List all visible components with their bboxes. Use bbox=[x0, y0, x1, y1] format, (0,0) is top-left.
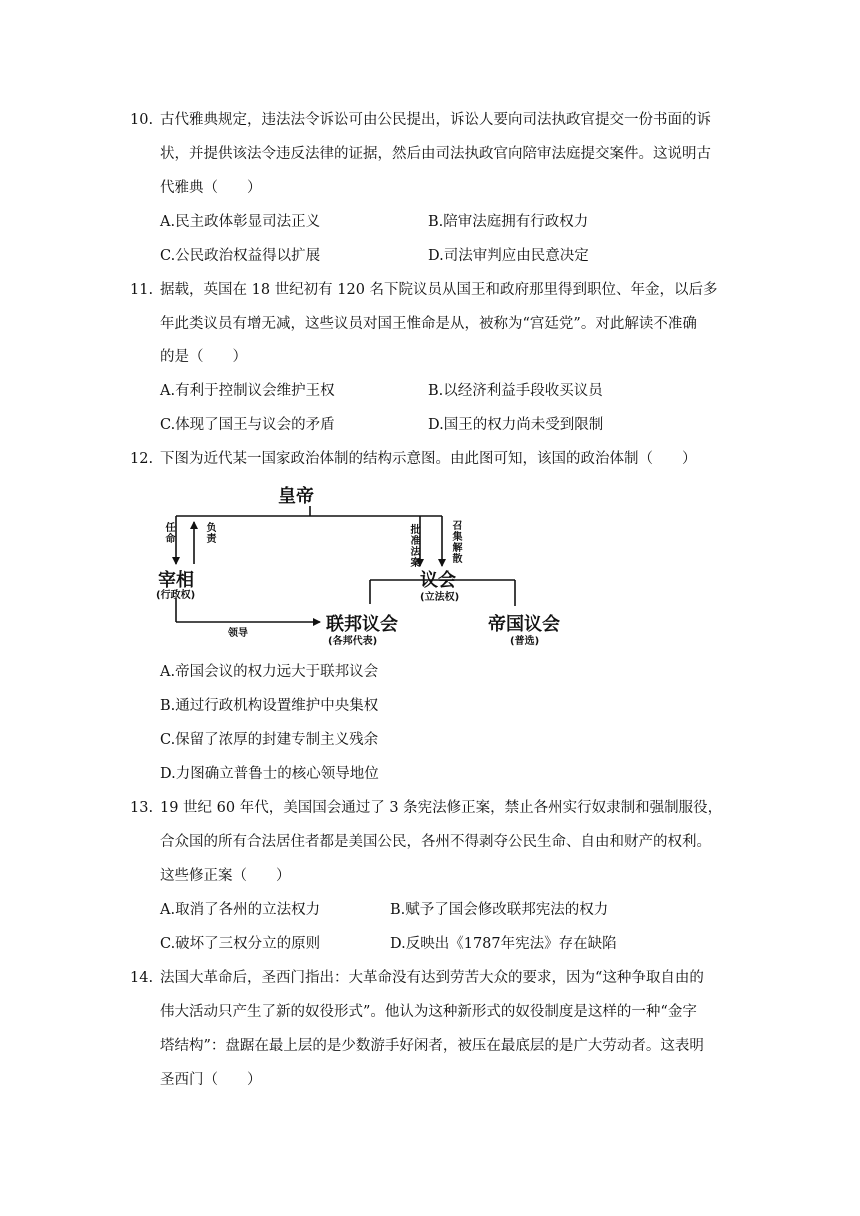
option-c[interactable]: C.破坏了三权分立的原则 bbox=[160, 936, 321, 952]
question-text-line: 据载，英国在 18 世纪初有 120 名下院议员从国王和政府那里得到职位、年金，以后多 bbox=[160, 282, 718, 298]
node-imperial-diet-note: (普选) bbox=[510, 636, 540, 647]
option-b[interactable]: B.赋予了国会修改联邦宪法的权力 bbox=[390, 902, 609, 918]
label-lead: 领导 bbox=[228, 628, 248, 639]
question-number: 13. bbox=[130, 800, 154, 816]
question-text-line: 代雅典（ ） bbox=[160, 180, 262, 196]
node-imperial-diet: 帝国议会 bbox=[488, 614, 560, 635]
option-a[interactable]: A.民主政体彰显司法正义 bbox=[160, 214, 321, 230]
option-b[interactable]: B.陪审法庭拥有行政权力 bbox=[428, 214, 589, 230]
node-chancellor: 宰相 bbox=[158, 570, 194, 591]
node-federal-council: 联邦议会 bbox=[326, 614, 398, 635]
option-d[interactable]: D.力图确立普鲁士的核心领导地位 bbox=[160, 766, 379, 782]
option-a[interactable]: A.帝国会议的权力远大于联邦议会 bbox=[160, 664, 379, 680]
option-b[interactable]: B.以经济利益手段收买议员 bbox=[428, 383, 603, 399]
question-text-line: 合众国的所有合法居住者都是美国公民，各州不得剥夺公民生命、自由和财产的权利。 bbox=[160, 834, 711, 850]
label-appoint: 任命 bbox=[163, 522, 174, 544]
label-convene-dissolve: 召集解散 bbox=[450, 520, 461, 564]
option-c[interactable]: C.保留了浓厚的封建专制主义残余 bbox=[160, 732, 379, 748]
option-d[interactable]: D.司法审判应由民意决定 bbox=[428, 248, 589, 264]
option-c[interactable]: C.体现了国王与议会的矛盾 bbox=[160, 417, 335, 433]
option-d[interactable]: D.国王的权力尚未受到限制 bbox=[428, 417, 604, 433]
question-text-line: 塔结构”：盘踞在最上层的是少数游手好闲者，被压在最底层的是广大劳动者。这表明 bbox=[160, 1038, 704, 1054]
question-text-line: 圣西门（ ） bbox=[160, 1072, 262, 1088]
question-text-line: 法国大革命后，圣西门指出：大革命没有达到劳苦大众的要求，因为“这种争取自由的 bbox=[160, 970, 704, 986]
political-structure-diagram bbox=[150, 478, 600, 650]
question-text-line: 状，并提供该法令违反法律的证据，然后由司法执政官向陪审法庭提交案件。这说明古 bbox=[160, 146, 711, 162]
label-responsible: 负责 bbox=[204, 522, 215, 544]
option-d[interactable]: D.反映出《1787年宪法》存在缺陷 bbox=[390, 936, 617, 952]
question-text-line: 下图为近代某一国家政治体制的结构示意图。由此图可知，该国的政治体制（ ） bbox=[160, 451, 697, 467]
node-parliament: 议会 bbox=[420, 570, 456, 591]
label-approve-bill: 批准法案 bbox=[408, 524, 419, 568]
node-federal-council-note: (各邦代表) bbox=[328, 636, 378, 647]
question-text-line: 这些修正案（ ） bbox=[160, 868, 291, 884]
node-chancellor-note: (行政权) bbox=[156, 590, 196, 601]
question-text-line: 年此类议员有增无减，这些议员对国王惟命是从，被称为“宫廷党”。对此解读不准确 bbox=[160, 316, 697, 332]
option-b[interactable]: B.通过行政机构设置维护中央集权 bbox=[160, 698, 379, 714]
question-number: 11. bbox=[130, 282, 154, 298]
option-a[interactable]: A.取消了各州的立法权力 bbox=[160, 902, 321, 918]
node-emperor: 皇帝 bbox=[278, 486, 314, 507]
question-number: 14. bbox=[130, 970, 154, 986]
option-c[interactable]: C.公民政治权益得以扩展 bbox=[160, 248, 321, 264]
question-number: 10. bbox=[130, 112, 154, 128]
question-text-line: 19 世纪 60 年代，美国国会通过了 3 条宪法修正案，禁止各州实行奴隶制和强制服役， bbox=[160, 800, 723, 816]
question-text-line: 古代雅典规定，违法法令诉讼可由公民提出，诉讼人要向司法执政官提交一份书面的诉 bbox=[160, 112, 711, 128]
question-text-line: 的是（ ） bbox=[160, 349, 247, 365]
option-a[interactable]: A.有利于控制议会维护王权 bbox=[160, 383, 335, 399]
question-number: 12. bbox=[130, 451, 154, 467]
question-text-line: 伟大活动只产生了新的奴役形式”。他认为这种新形式的奴役制度是这样的一种“金字 bbox=[160, 1004, 697, 1020]
node-parliament-note: (立法权) bbox=[420, 592, 460, 603]
